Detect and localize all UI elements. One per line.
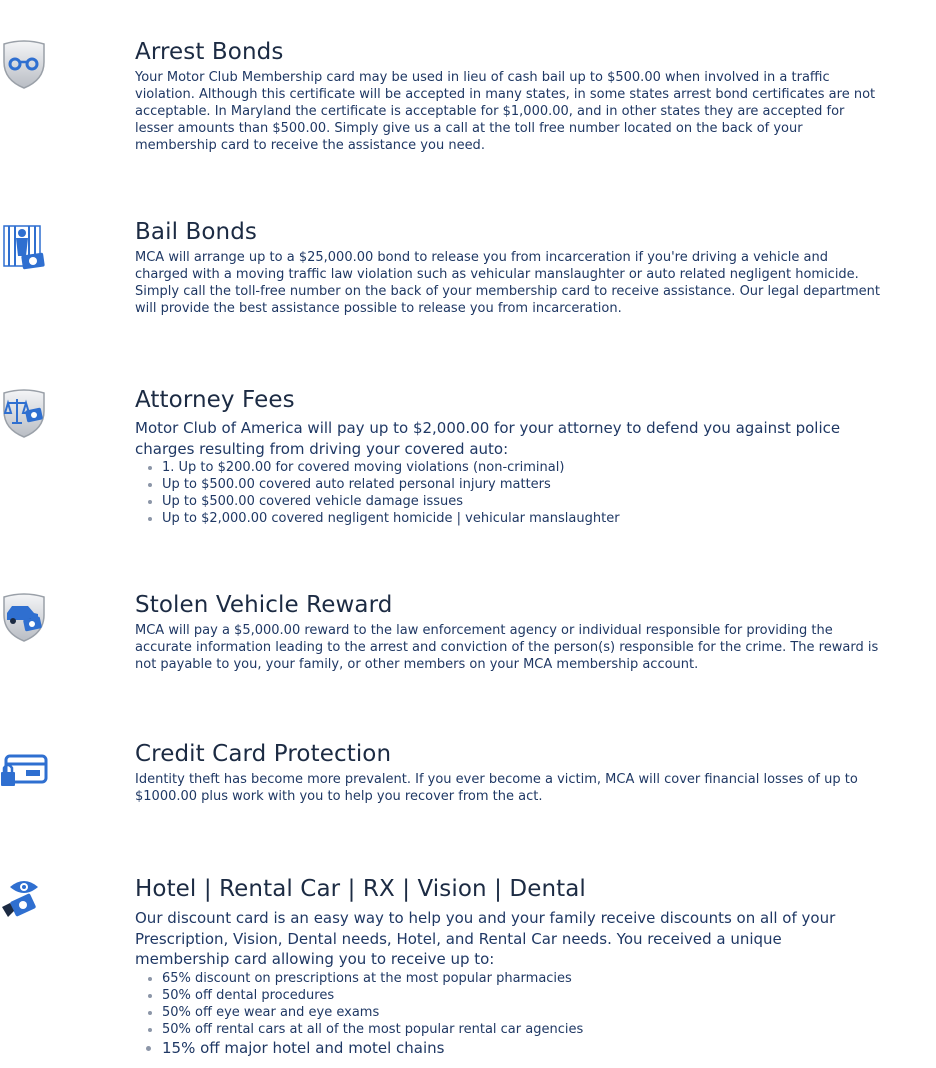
eye-money-icon [0, 877, 50, 933]
list-item: • 15% off major hotel and motel chains [162, 1038, 880, 1058]
section-title: Attorney Fees [135, 387, 295, 413]
list-item: • Up to $2,000.00 covered negligent homicide | vehicular manslaughter [162, 510, 880, 527]
section-body: Motor Club of America will pay up to $2,000.00 for your attorney to defend you against police charges resulting from driving your covered auto: [135, 419, 841, 458]
section-title: Stolen Vehicle Reward [135, 592, 393, 618]
credit-card-lock-icon [0, 750, 50, 806]
section-body: Identity theft has become more prevalent. If you ever become a victim, MCA will cover financial losses of up to $1000.00 plus work with you to help you recover from the act. [135, 772, 858, 804]
section-body: Your Motor Club Membership card may be used in lieu of cash bail up to $500.00 when involved in a traffic violation. Although this certificate will be accepted in many states, in some states arrest bond certificates are not acceptable. In Maryland the certificate is acceptable for $1,000.00, and in other states they are accepted for lesser amounts than $500.00. Simply give us a call at the toll free number located on the back of your membership card to receive the assistance you need. [135, 70, 876, 153]
section-body: MCA will pay a $5,000.00 reward to the law enforcement agency or individual responsible for providing the accurate information leading to the arrest and conviction of the person(s) responsible for the crime. The reward is not payable to you, your family, or other members on your MCA membership account. [135, 623, 879, 672]
benefit-list [135, 459, 880, 527]
section-title: Hotel | Rental Car | RX | Vision | Dental [135, 876, 586, 902]
list-item: • 65% discount on prescriptions at the most popular pharmacies [162, 970, 880, 987]
list-item: • 50% off eye wear and eye exams [162, 1004, 880, 1021]
car-shield-icon [0, 593, 50, 649]
list-item: • 50% off dental procedures [162, 987, 880, 1004]
handcuffs-shield-icon [0, 40, 50, 96]
section-content [135, 218, 880, 317]
jail-money-icon [0, 224, 50, 280]
list-item: • 1. Up to $200.00 for covered moving violations (non-criminal) [162, 459, 880, 476]
section-content [135, 591, 880, 673]
section-body: Our discount card is an easy way to help you and your family receive discounts on all of your Prescription, Vision, Dental needs, Hotel, and Rental Car needs. You received a unique membership card allowing you to receive up to: [135, 909, 836, 968]
section-content [135, 386, 880, 527]
list-item: • 50% off rental cars at all of the most popular rental car agencies [162, 1021, 880, 1038]
section-content [135, 38, 880, 154]
scales-shield-icon [0, 389, 50, 445]
benefit-list [135, 970, 880, 1058]
section-content [135, 740, 880, 805]
section-body: MCA will arrange up to a $25,000.00 bond to release you from incarceration if you're driving a vehicle and charged with a moving traffic law violation such as vehicular manslaughter or auto related negligent homicide. Simply call the toll-free number on the back of your membership card to receive assistance. Our legal department will provide the best assistance possible to release you from incarceration. [135, 250, 880, 316]
section-title: Arrest Bonds [135, 39, 284, 65]
section-content [135, 875, 880, 1058]
section-title: Credit Card Protection [135, 741, 392, 767]
list-item: • Up to $500.00 covered vehicle damage issues [162, 493, 880, 510]
section-title: Bail Bonds [135, 219, 257, 245]
list-item: • Up to $500.00 covered auto related personal injury matters [162, 476, 880, 493]
